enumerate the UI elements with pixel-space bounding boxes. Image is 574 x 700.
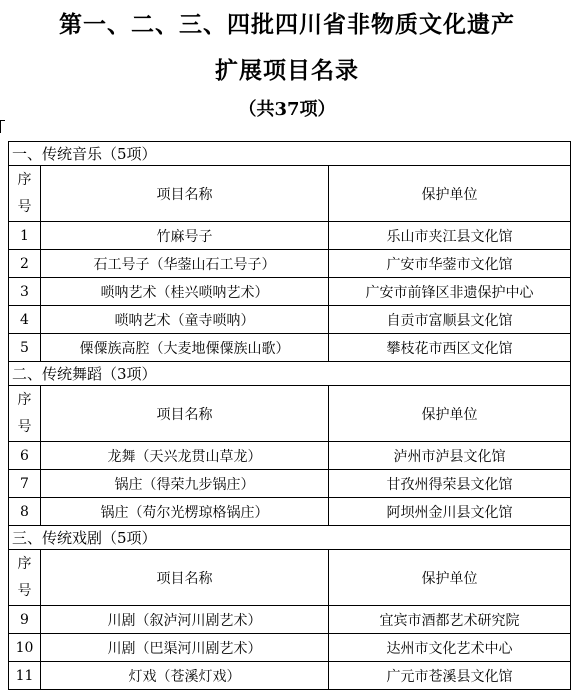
row-number: 9 <box>9 606 41 634</box>
name-header: 项目名称 <box>41 550 329 606</box>
seq-header-line1: 序 <box>17 391 32 408</box>
header-row <box>9 386 571 442</box>
seq-header-line2: 号 <box>17 582 32 599</box>
protection-unit: 阿坝州金川县文化馆 <box>329 498 571 526</box>
heritage-list-table <box>8 141 571 690</box>
seq-header <box>9 550 41 606</box>
table-row <box>9 606 571 634</box>
project-name: 川剧（叙泸河川剧艺术） <box>41 606 329 634</box>
seq-header-line1: 序 <box>17 555 32 572</box>
seq-header-line2: 号 <box>17 198 32 215</box>
project-name: 川剧（巴渠河川剧艺术） <box>41 634 329 662</box>
row-number: 5 <box>9 334 41 362</box>
protection-unit: 自贡市富顺县文化馆 <box>329 306 571 334</box>
header-row <box>9 550 571 606</box>
section-title: 二、传统舞蹈（3项） <box>9 362 571 386</box>
project-name: 竹麻号子 <box>41 222 329 250</box>
table-row <box>9 498 571 526</box>
table-row <box>9 334 571 362</box>
project-name: 唢呐艺术（桂兴唢呐艺术） <box>41 278 329 306</box>
project-name: 石工号子（华蓥山石工号子） <box>41 250 329 278</box>
unit-header: 保护单位 <box>329 386 571 442</box>
protection-unit: 甘孜州得荣县文化馆 <box>329 470 571 498</box>
name-header: 项目名称 <box>41 386 329 442</box>
table-row <box>9 306 571 334</box>
seq-header <box>9 386 41 442</box>
table-row <box>9 222 571 250</box>
section-title: 三、传统戏剧（5项） <box>9 526 571 550</box>
project-name: 锅庄（苟尔光楞琼格锅庄） <box>41 498 329 526</box>
protection-unit: 乐山市夹江县文化馆 <box>329 222 571 250</box>
page-corner-mark <box>0 120 5 133</box>
name-header: 项目名称 <box>41 166 329 222</box>
header-row <box>9 166 571 222</box>
table-body <box>9 142 571 690</box>
protection-unit: 宜宾市酒都艺术研究院 <box>329 606 571 634</box>
seq-header-line2: 号 <box>17 418 32 435</box>
unit-header: 保护单位 <box>329 550 571 606</box>
document-count: （共37项） <box>238 99 336 120</box>
seq-header-line1: 序 <box>17 171 32 188</box>
protection-unit: 泸州市泸县文化馆 <box>329 442 571 470</box>
project-name: 龙舞（天兴龙贯山草龙） <box>41 442 329 470</box>
row-number: 4 <box>9 306 41 334</box>
table-row <box>9 278 571 306</box>
section-title: 一、传统音乐（5项） <box>9 142 571 166</box>
row-number: 11 <box>9 662 41 690</box>
project-name: 傈僳族高腔（大麦地傈僳族山歌） <box>41 334 329 362</box>
row-number: 3 <box>9 278 41 306</box>
row-number: 7 <box>9 470 41 498</box>
table-row <box>9 634 571 662</box>
row-number: 8 <box>9 498 41 526</box>
protection-unit: 广安市华蓥市文化馆 <box>329 250 571 278</box>
protection-unit: 达州市文化艺术中心 <box>329 634 571 662</box>
row-number: 6 <box>9 442 41 470</box>
project-name: 灯戏（苍溪灯戏） <box>41 662 329 690</box>
seq-header <box>9 166 41 222</box>
table-row <box>9 470 571 498</box>
document-title-line1: 第一、二、三、四批四川省非物质文化遗产 <box>59 12 515 38</box>
unit-header: 保护单位 <box>329 166 571 222</box>
row-number: 1 <box>9 222 41 250</box>
table-row <box>9 662 571 690</box>
table-row <box>9 250 571 278</box>
document-title-line2: 扩展项目名录 <box>215 58 359 84</box>
row-number: 10 <box>9 634 41 662</box>
protection-unit: 攀枝花市西区文化馆 <box>329 334 571 362</box>
row-number: 2 <box>9 250 41 278</box>
section-row <box>9 142 571 166</box>
section-row <box>9 526 571 550</box>
project-name: 锅庄（得荣九步锅庄） <box>41 470 329 498</box>
project-name: 唢呐艺术（童寺唢呐） <box>41 306 329 334</box>
protection-unit: 广元市苍溪县文化馆 <box>329 662 571 690</box>
protection-unit: 广安市前锋区非遗保护中心 <box>329 278 571 306</box>
section-row <box>9 362 571 386</box>
table-row <box>9 442 571 470</box>
